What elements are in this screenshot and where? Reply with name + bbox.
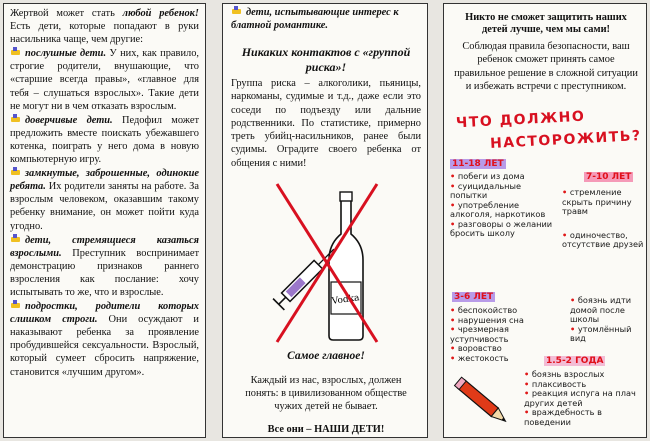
bullet-icon bbox=[10, 47, 22, 57]
list-item: замкнутые, заброшенные, одинокие ребята. Их родители заняты на работе. За взрослым человеком, оказавшим такому ребенку внимание, он может пойти куда угодно. bbox=[10, 168, 199, 232]
list-item: • враждебность в поведении bbox=[524, 407, 602, 427]
list-item: • употребление алкоголя, наркотиков bbox=[450, 199, 546, 219]
bullet-icon bbox=[10, 234, 22, 244]
list-item: • реакция испуга на плач других детей bbox=[524, 388, 636, 408]
warning-title-line2: НАСТОРОЖИТЬ? bbox=[489, 128, 642, 152]
list-item: дети, стремящиеся казаться взрослыми. Преступник воспринимает демонстрацию признаков раннего взросления как послание: хочу испытывать то же, что и взрослые. bbox=[10, 234, 199, 298]
list-item: • плаксивость bbox=[524, 378, 587, 389]
list-item: • одиночество, отсутствие друзей bbox=[562, 229, 644, 249]
warning-list bbox=[524, 370, 646, 427]
list-item: • утомлённый вид bbox=[570, 323, 632, 343]
list-item: • суицидальные попытки bbox=[450, 180, 521, 200]
warning-list bbox=[570, 296, 647, 344]
list-item: • разговоры о желании бросить школу bbox=[450, 218, 553, 238]
panel-right bbox=[443, 3, 647, 438]
warning-list bbox=[450, 306, 562, 363]
closing-line: Все они – НАШИ ДЕТИ! bbox=[267, 424, 385, 435]
pencil-icon bbox=[450, 372, 516, 434]
warning-list bbox=[450, 172, 560, 239]
age-label: 7-10 ЛЕТ bbox=[586, 172, 632, 182]
list-item: • побеги из дома bbox=[450, 171, 525, 181]
age-label: 11-18 ЛЕТ bbox=[452, 159, 504, 169]
lead-heading: Никто не сможет защитить наших детей лучше, чем мы сами! bbox=[465, 12, 627, 35]
list-item: • беспокойство bbox=[450, 305, 518, 315]
list-item: подростки, родители которых слишком строги. Они осуждают и наказывают ребенка за проявление пробудившейся сексуальности. Взрослый, который сумеет сбросить напряжение, становится «лучшим другом». bbox=[10, 301, 199, 378]
footer-paragraph: Каждый из нас, взрослых, должен понять: в цивилизованном обществе чужих детей не бывает. bbox=[245, 375, 407, 412]
list-item: • нарушения сна bbox=[450, 314, 524, 325]
list-item: дети, испытывающие интерес к блатной романтике. bbox=[231, 7, 399, 31]
age-label: 3-6 ЛЕТ bbox=[454, 292, 494, 302]
list-item: • боязнь взрослых bbox=[524, 369, 605, 379]
section-heading: Никаких контактов с «группой риска»! bbox=[241, 45, 411, 74]
panel-left bbox=[3, 3, 206, 438]
bullet-icon bbox=[10, 114, 22, 124]
list-item: доверчивые дети. Педофил может предложить вместе поискать убежавшего котенка, поиграть у него дома в новую компьютерную игру. bbox=[10, 114, 199, 166]
list-item: • чрезмерная уступчивость bbox=[450, 324, 509, 344]
intro-paragraph: Жертвой может стать любой ребенок! Есть дети, которые попадают в руки насильника чаще, чем другие: bbox=[10, 8, 199, 46]
bullet-icon bbox=[10, 167, 22, 177]
warning-list bbox=[562, 188, 646, 250]
list-item: послушные дети. У них, как правило, строгие родители, внушающие, что «старшие всегда правы», «главное для тебя – слушаться взрослых». Такие дети не могут ни в чем отказать взрослым. bbox=[10, 48, 199, 112]
panel-middle bbox=[222, 3, 428, 438]
risk-group-paragraph: Группа риска – алкоголики, пьяницы, наркоманы, судимые и т.д., даже если это соседи по подъезду или дальние родственники. По статистике, примерно треть убийц-насильников, ранее были судимы. Оградите своего ребенка от общения с ними! bbox=[231, 78, 421, 169]
no-syringe-vodka-illustration bbox=[271, 176, 383, 348]
list-item: • жестокость bbox=[450, 352, 509, 363]
list-item: • боязнь идти домой после школы bbox=[570, 295, 632, 324]
bullet-icon bbox=[10, 300, 22, 310]
age-label: 1.5-2 ГОДА bbox=[546, 356, 604, 366]
warning-title-line1: ЧТО ДОЛЖНО bbox=[455, 108, 586, 132]
important-heading: Самое главное! bbox=[287, 350, 365, 362]
bottle-label: Vodka bbox=[331, 293, 361, 307]
list-item: • воровство bbox=[450, 343, 502, 353]
list-item: • стремление скрыть причину травм bbox=[562, 187, 632, 216]
bullet-icon bbox=[231, 6, 243, 16]
lead-paragraph: Соблюдая правила безопасности, ваш ребенок сможет принять самое правильное решение в сложной ситуации и избежать встречи с преступником. bbox=[454, 41, 638, 92]
